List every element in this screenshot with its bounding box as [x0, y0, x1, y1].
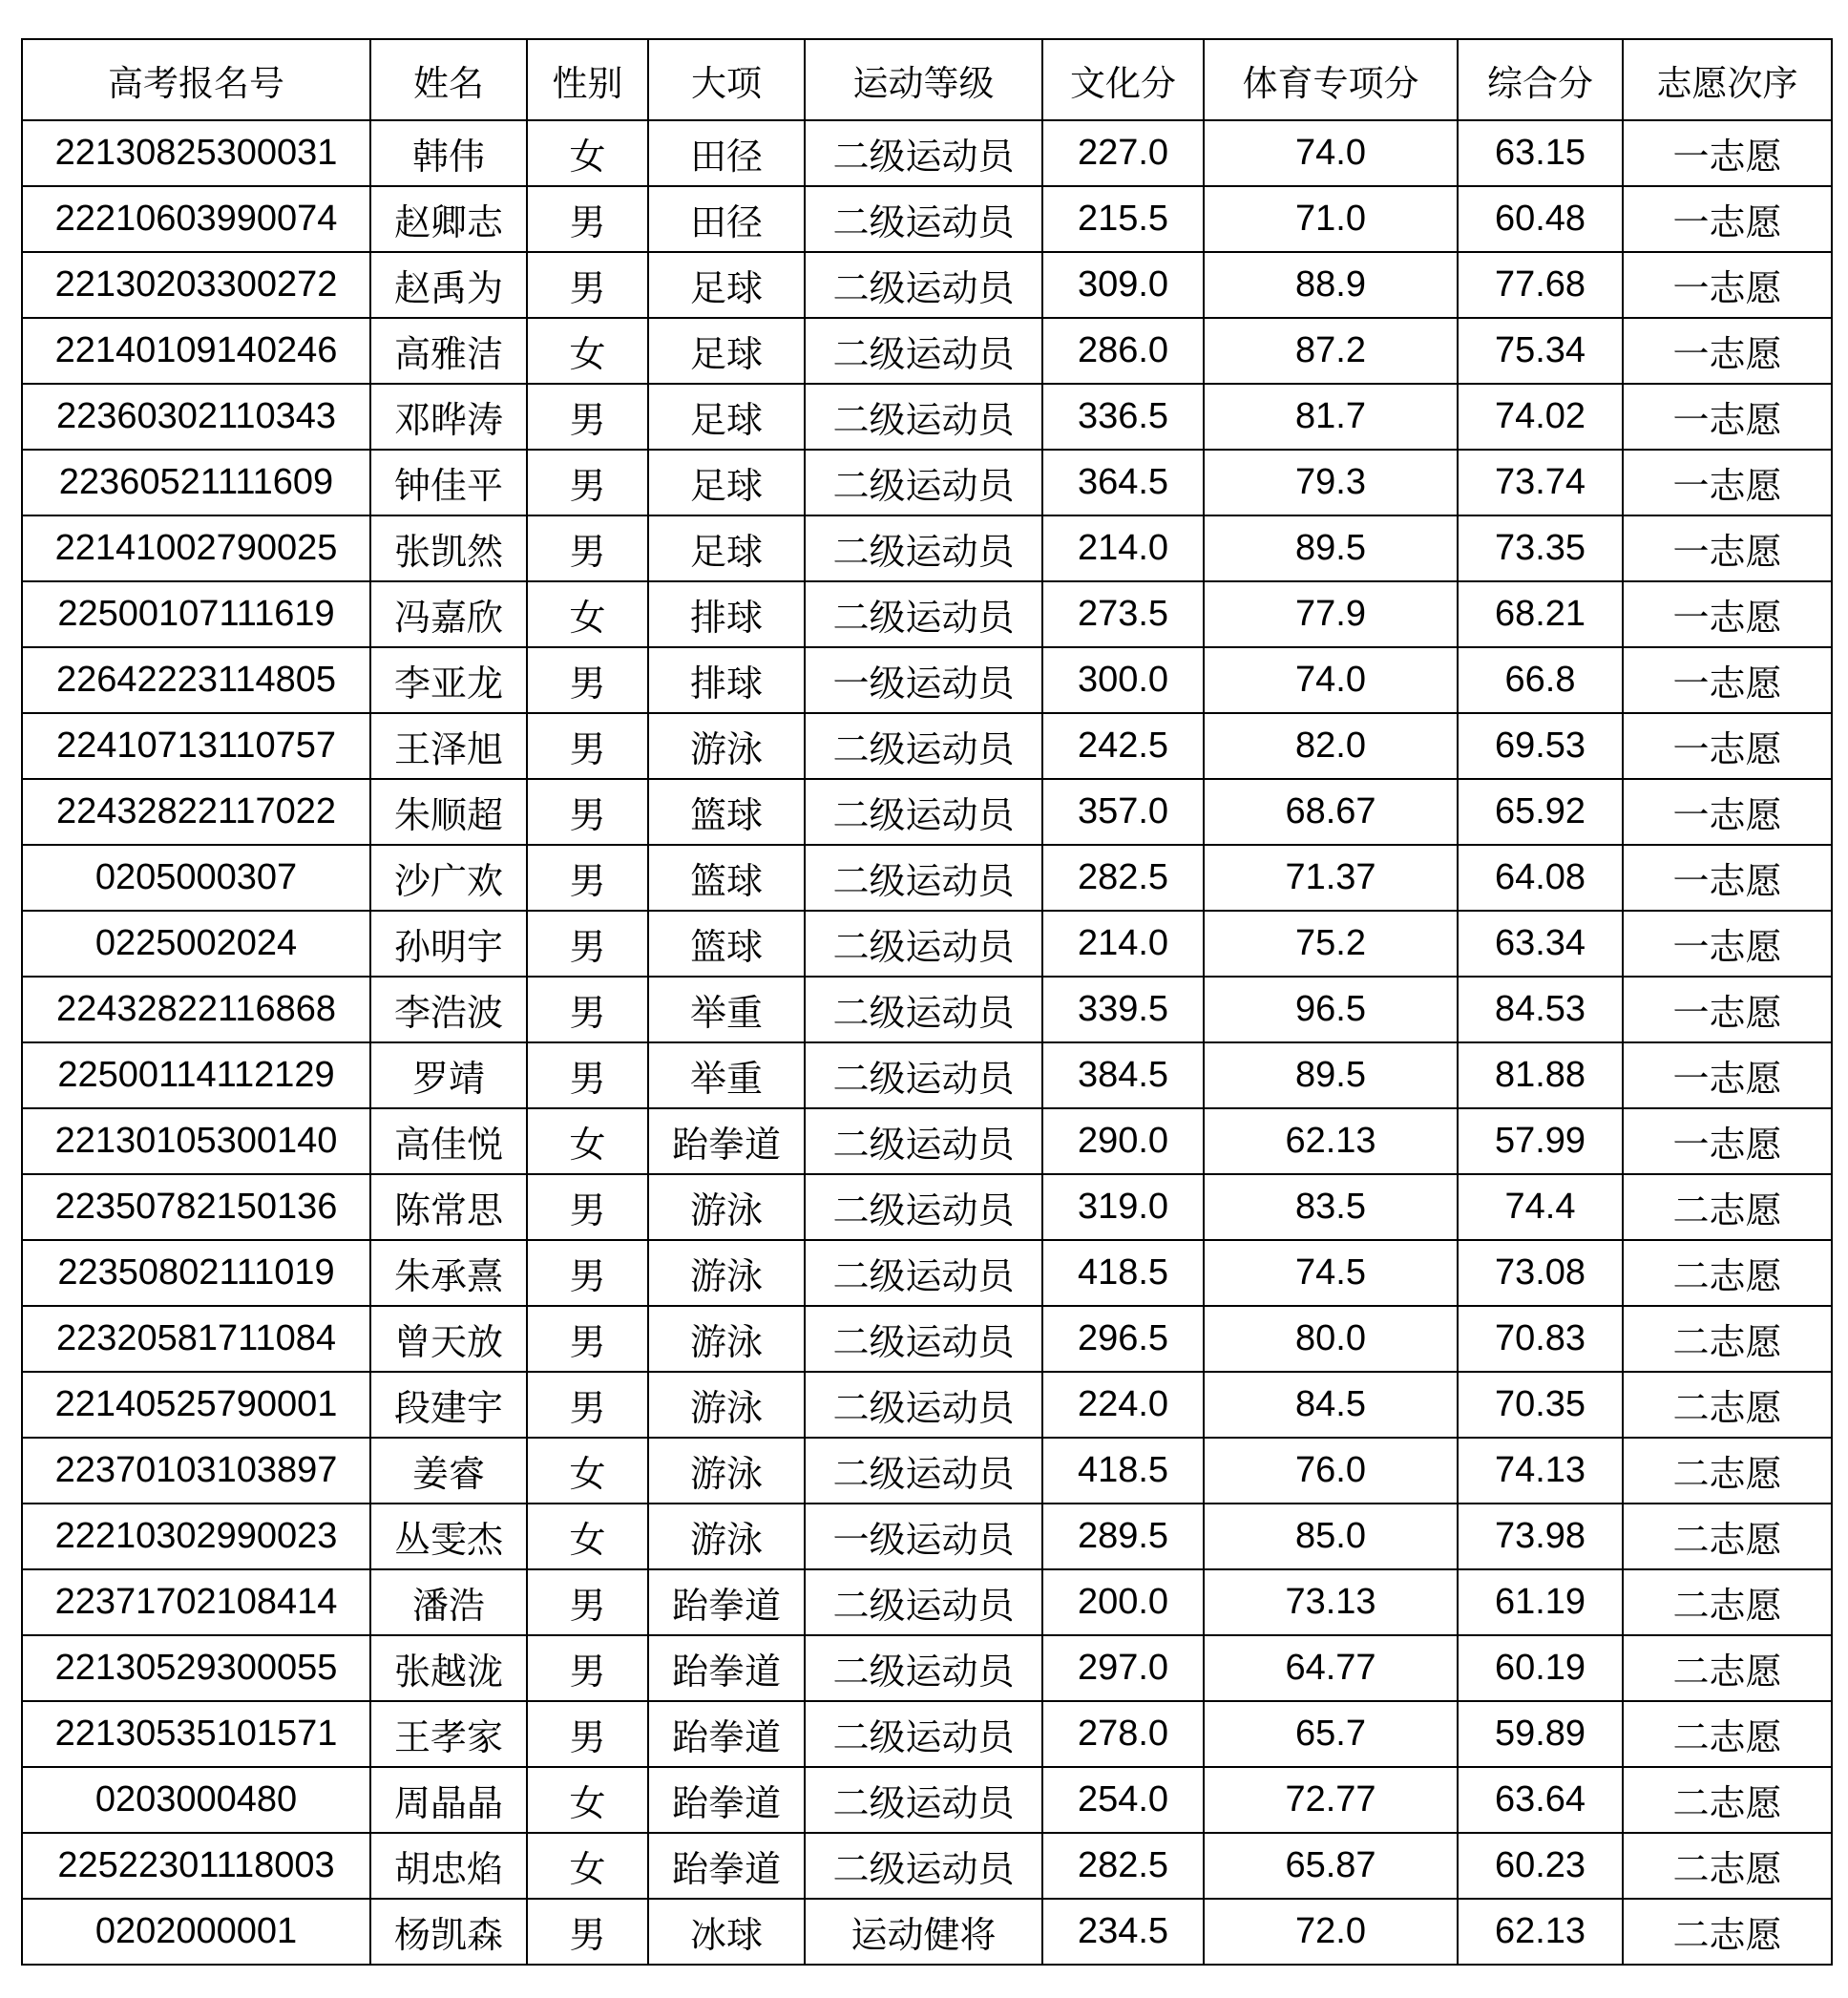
cell-academic-score: 319.0	[1042, 1174, 1204, 1240]
cell-sport-score: 83.5	[1204, 1174, 1458, 1240]
cell-sport-score: 81.7	[1204, 384, 1458, 450]
cell-name: 高雅洁	[370, 318, 527, 384]
cell-preference-order: 一志愿	[1623, 845, 1832, 911]
admission-table	[21, 38, 1833, 1966]
cell-academic-score: 384.5	[1042, 1042, 1204, 1108]
cell-gender: 女	[527, 1767, 648, 1833]
cell-sport-score: 88.9	[1204, 252, 1458, 318]
cell-composite-score: 62.13	[1458, 1899, 1623, 1965]
cell-exam-id: 0202000001	[22, 1899, 370, 1965]
table-row	[22, 1306, 1832, 1372]
cell-name: 曾天放	[370, 1306, 527, 1372]
cell-exam-id: 22410713110757	[22, 713, 370, 779]
cell-exam-id: 0203000480	[22, 1767, 370, 1833]
cell-exam-id: 22130529300055	[22, 1635, 370, 1701]
table-row	[22, 1767, 1832, 1833]
cell-athlete-level: 二级运动员	[805, 450, 1042, 515]
cell-gender: 女	[527, 581, 648, 647]
cell-preference-order: 一志愿	[1623, 713, 1832, 779]
cell-sport: 跆拳道	[648, 1108, 805, 1174]
cell-athlete-level: 二级运动员	[805, 1372, 1042, 1438]
cell-sport: 游泳	[648, 1240, 805, 1306]
cell-athlete-level: 二级运动员	[805, 581, 1042, 647]
cell-name: 陈常思	[370, 1174, 527, 1240]
cell-academic-score: 254.0	[1042, 1767, 1204, 1833]
cell-sport: 篮球	[648, 779, 805, 845]
table-row	[22, 318, 1832, 384]
cell-exam-id: 22500114112129	[22, 1042, 370, 1108]
cell-name: 钟佳平	[370, 450, 527, 515]
cell-sport: 游泳	[648, 1504, 805, 1569]
cell-gender: 男	[527, 977, 648, 1042]
cell-preference-order: 一志愿	[1623, 318, 1832, 384]
header-gender: 性别	[527, 39, 648, 120]
cell-academic-score: 214.0	[1042, 515, 1204, 581]
cell-athlete-level: 二级运动员	[805, 977, 1042, 1042]
cell-sport: 游泳	[648, 1372, 805, 1438]
table-row	[22, 845, 1832, 911]
cell-exam-id: 22130105300140	[22, 1108, 370, 1174]
cell-composite-score: 64.08	[1458, 845, 1623, 911]
cell-composite-score: 63.64	[1458, 1767, 1623, 1833]
cell-preference-order: 二志愿	[1623, 1833, 1832, 1899]
cell-exam-id: 22500107111619	[22, 581, 370, 647]
cell-athlete-level: 二级运动员	[805, 1174, 1042, 1240]
cell-sport-score: 84.5	[1204, 1372, 1458, 1438]
cell-gender: 女	[527, 1438, 648, 1504]
cell-sport-score: 74.0	[1204, 647, 1458, 713]
cell-composite-score: 74.4	[1458, 1174, 1623, 1240]
cell-preference-order: 一志愿	[1623, 384, 1832, 450]
cell-composite-score: 69.53	[1458, 713, 1623, 779]
cell-sport: 足球	[648, 450, 805, 515]
cell-sport-score: 75.2	[1204, 911, 1458, 977]
cell-academic-score: 300.0	[1042, 647, 1204, 713]
cell-sport-score: 89.5	[1204, 1042, 1458, 1108]
cell-name: 丛雯杰	[370, 1504, 527, 1569]
cell-gender: 女	[527, 1504, 648, 1569]
cell-athlete-level: 二级运动员	[805, 1108, 1042, 1174]
cell-athlete-level: 二级运动员	[805, 1701, 1042, 1767]
header-composite-score: 综合分	[1458, 39, 1623, 120]
cell-gender: 男	[527, 1635, 648, 1701]
table-row	[22, 977, 1832, 1042]
cell-academic-score: 357.0	[1042, 779, 1204, 845]
cell-academic-score: 234.5	[1042, 1899, 1204, 1965]
header-sport: 大项	[648, 39, 805, 120]
cell-sport: 田径	[648, 186, 805, 252]
table-row	[22, 647, 1832, 713]
cell-name: 沙广欢	[370, 845, 527, 911]
cell-exam-id: 22370103103897	[22, 1438, 370, 1504]
cell-sport-score: 74.0	[1204, 120, 1458, 186]
cell-exam-id: 22210302990023	[22, 1504, 370, 1569]
cell-sport-score: 72.0	[1204, 1899, 1458, 1965]
cell-composite-score: 63.34	[1458, 911, 1623, 977]
cell-sport: 篮球	[648, 911, 805, 977]
cell-sport: 游泳	[648, 1174, 805, 1240]
cell-exam-id: 22130825300031	[22, 120, 370, 186]
cell-sport-score: 72.77	[1204, 1767, 1458, 1833]
cell-preference-order: 二志愿	[1623, 1438, 1832, 1504]
cell-name: 邓晔涛	[370, 384, 527, 450]
cell-sport-score: 65.7	[1204, 1701, 1458, 1767]
cell-name: 张凯然	[370, 515, 527, 581]
cell-name: 王孝家	[370, 1701, 527, 1767]
cell-gender: 男	[527, 252, 648, 318]
cell-name: 姜睿	[370, 1438, 527, 1504]
cell-athlete-level: 二级运动员	[805, 845, 1042, 911]
cell-composite-score: 60.23	[1458, 1833, 1623, 1899]
cell-gender: 男	[527, 1569, 648, 1635]
cell-sport: 跆拳道	[648, 1833, 805, 1899]
cell-athlete-level: 一级运动员	[805, 647, 1042, 713]
cell-athlete-level: 二级运动员	[805, 1635, 1042, 1701]
cell-sport-score: 77.9	[1204, 581, 1458, 647]
cell-exam-id: 22360521111609	[22, 450, 370, 515]
cell-preference-order: 一志愿	[1623, 1042, 1832, 1108]
cell-gender: 女	[527, 120, 648, 186]
cell-sport: 冰球	[648, 1899, 805, 1965]
cell-preference-order: 一志愿	[1623, 581, 1832, 647]
cell-sport-score: 79.3	[1204, 450, 1458, 515]
cell-academic-score: 200.0	[1042, 1569, 1204, 1635]
cell-gender: 男	[527, 1174, 648, 1240]
cell-athlete-level: 二级运动员	[805, 1767, 1042, 1833]
cell-exam-id: 22371702108414	[22, 1569, 370, 1635]
cell-gender: 男	[527, 911, 648, 977]
cell-athlete-level: 二级运动员	[805, 515, 1042, 581]
cell-exam-id: 22360302110343	[22, 384, 370, 450]
table-row	[22, 515, 1832, 581]
cell-academic-score: 242.5	[1042, 713, 1204, 779]
cell-exam-id: 22642223114805	[22, 647, 370, 713]
cell-sport-score: 80.0	[1204, 1306, 1458, 1372]
cell-composite-score: 60.48	[1458, 186, 1623, 252]
table-row	[22, 581, 1832, 647]
cell-name: 朱顺超	[370, 779, 527, 845]
cell-athlete-level: 二级运动员	[805, 1438, 1042, 1504]
cell-composite-score: 65.92	[1458, 779, 1623, 845]
cell-name: 李浩波	[370, 977, 527, 1042]
cell-name: 高佳悦	[370, 1108, 527, 1174]
cell-name: 赵禹为	[370, 252, 527, 318]
table-row	[22, 1174, 1832, 1240]
cell-preference-order: 二志愿	[1623, 1306, 1832, 1372]
cell-composite-score: 73.35	[1458, 515, 1623, 581]
cell-academic-score: 297.0	[1042, 1635, 1204, 1701]
header-sport-score: 体育专项分	[1204, 39, 1458, 120]
cell-name: 韩伟	[370, 120, 527, 186]
cell-composite-score: 73.74	[1458, 450, 1623, 515]
cell-athlete-level: 二级运动员	[805, 252, 1042, 318]
cell-academic-score: 290.0	[1042, 1108, 1204, 1174]
cell-exam-id: 22522301118003	[22, 1833, 370, 1899]
cell-preference-order: 二志愿	[1623, 1174, 1832, 1240]
table-row	[22, 1701, 1832, 1767]
cell-composite-score: 81.88	[1458, 1042, 1623, 1108]
cell-composite-score: 75.34	[1458, 318, 1623, 384]
cell-preference-order: 一志愿	[1623, 252, 1832, 318]
cell-athlete-level: 二级运动员	[805, 1833, 1042, 1899]
table-row	[22, 384, 1832, 450]
cell-athlete-level: 二级运动员	[805, 1042, 1042, 1108]
cell-exam-id: 22210603990074	[22, 186, 370, 252]
cell-sport: 排球	[648, 581, 805, 647]
cell-academic-score: 418.5	[1042, 1240, 1204, 1306]
header-exam-id: 高考报名号	[22, 39, 370, 120]
cell-academic-score: 286.0	[1042, 318, 1204, 384]
cell-preference-order: 二志愿	[1623, 1635, 1832, 1701]
cell-name: 朱承熹	[370, 1240, 527, 1306]
cell-academic-score: 215.5	[1042, 186, 1204, 252]
table-row	[22, 186, 1832, 252]
cell-sport-score: 96.5	[1204, 977, 1458, 1042]
cell-preference-order: 二志愿	[1623, 1899, 1832, 1965]
cell-sport-score: 64.77	[1204, 1635, 1458, 1701]
table-row	[22, 1635, 1832, 1701]
cell-sport: 游泳	[648, 1306, 805, 1372]
cell-academic-score: 289.5	[1042, 1504, 1204, 1569]
table-row	[22, 1372, 1832, 1438]
cell-composite-score: 70.83	[1458, 1306, 1623, 1372]
cell-gender: 男	[527, 1306, 648, 1372]
table-row	[22, 450, 1832, 515]
cell-exam-id: 22140525790001	[22, 1372, 370, 1438]
cell-academic-score: 273.5	[1042, 581, 1204, 647]
cell-exam-id: 22432822116868	[22, 977, 370, 1042]
header-row	[22, 39, 1832, 120]
cell-athlete-level: 二级运动员	[805, 1306, 1042, 1372]
cell-name: 张越泷	[370, 1635, 527, 1701]
cell-preference-order: 一志愿	[1623, 450, 1832, 515]
cell-preference-order: 二志愿	[1623, 1372, 1832, 1438]
cell-athlete-level: 一级运动员	[805, 1504, 1042, 1569]
cell-preference-order: 二志愿	[1623, 1767, 1832, 1833]
cell-composite-score: 57.99	[1458, 1108, 1623, 1174]
cell-preference-order: 一志愿	[1623, 1108, 1832, 1174]
cell-athlete-level: 二级运动员	[805, 911, 1042, 977]
header-athlete-level: 运动等级	[805, 39, 1042, 120]
cell-composite-score: 66.8	[1458, 647, 1623, 713]
header-academic-score: 文化分	[1042, 39, 1204, 120]
cell-preference-order: 一志愿	[1623, 120, 1832, 186]
cell-athlete-level: 二级运动员	[805, 1240, 1042, 1306]
table-row	[22, 1833, 1832, 1899]
cell-academic-score: 278.0	[1042, 1701, 1204, 1767]
cell-sport-score: 89.5	[1204, 515, 1458, 581]
cell-sport: 足球	[648, 252, 805, 318]
cell-preference-order: 二志愿	[1623, 1240, 1832, 1306]
cell-exam-id: 0225002024	[22, 911, 370, 977]
cell-preference-order: 一志愿	[1623, 647, 1832, 713]
cell-gender: 男	[527, 1701, 648, 1767]
cell-athlete-level: 二级运动员	[805, 713, 1042, 779]
header-preference-order: 志愿次序	[1623, 39, 1832, 120]
table-row	[22, 713, 1832, 779]
cell-gender: 男	[527, 1042, 648, 1108]
cell-sport: 跆拳道	[648, 1635, 805, 1701]
cell-gender: 男	[527, 713, 648, 779]
cell-gender: 男	[527, 1240, 648, 1306]
cell-sport: 举重	[648, 977, 805, 1042]
cell-sport: 足球	[648, 384, 805, 450]
cell-preference-order: 一志愿	[1623, 779, 1832, 845]
table-row	[22, 779, 1832, 845]
cell-composite-score: 68.21	[1458, 581, 1623, 647]
cell-preference-order: 一志愿	[1623, 977, 1832, 1042]
cell-academic-score: 282.5	[1042, 1833, 1204, 1899]
cell-gender: 女	[527, 1108, 648, 1174]
cell-gender: 女	[527, 1833, 648, 1899]
cell-composite-score: 61.19	[1458, 1569, 1623, 1635]
cell-athlete-level: 二级运动员	[805, 120, 1042, 186]
table-row	[22, 1899, 1832, 1965]
cell-preference-order: 二志愿	[1623, 1504, 1832, 1569]
table-row	[22, 1240, 1832, 1306]
cell-exam-id: 22350782150136	[22, 1174, 370, 1240]
cell-academic-score: 227.0	[1042, 120, 1204, 186]
cell-name: 孙明宇	[370, 911, 527, 977]
cell-sport: 足球	[648, 515, 805, 581]
cell-name: 王泽旭	[370, 713, 527, 779]
cell-exam-id: 22320581711084	[22, 1306, 370, 1372]
cell-name: 周晶晶	[370, 1767, 527, 1833]
cell-name: 潘浩	[370, 1569, 527, 1635]
cell-composite-score: 77.68	[1458, 252, 1623, 318]
cell-sport-score: 74.5	[1204, 1240, 1458, 1306]
cell-preference-order: 一志愿	[1623, 515, 1832, 581]
cell-composite-score: 63.15	[1458, 120, 1623, 186]
cell-exam-id: 22130535101571	[22, 1701, 370, 1767]
cell-gender: 女	[527, 318, 648, 384]
cell-name: 赵卿志	[370, 186, 527, 252]
table-row	[22, 911, 1832, 977]
cell-sport-score: 65.87	[1204, 1833, 1458, 1899]
cell-sport-score: 68.67	[1204, 779, 1458, 845]
cell-sport: 跆拳道	[648, 1569, 805, 1635]
cell-exam-id: 0205000307	[22, 845, 370, 911]
cell-sport-score: 76.0	[1204, 1438, 1458, 1504]
cell-name: 段建宇	[370, 1372, 527, 1438]
cell-athlete-level: 二级运动员	[805, 384, 1042, 450]
table-row	[22, 120, 1832, 186]
header-name: 姓名	[370, 39, 527, 120]
cell-name: 冯嘉欣	[370, 581, 527, 647]
cell-sport: 篮球	[648, 845, 805, 911]
cell-exam-id: 22130203300272	[22, 252, 370, 318]
cell-athlete-level: 二级运动员	[805, 1569, 1042, 1635]
cell-composite-score: 73.98	[1458, 1504, 1623, 1569]
cell-academic-score: 214.0	[1042, 911, 1204, 977]
cell-composite-score: 74.02	[1458, 384, 1623, 450]
cell-name: 胡忠焰	[370, 1833, 527, 1899]
cell-preference-order: 二志愿	[1623, 1569, 1832, 1635]
cell-composite-score: 59.89	[1458, 1701, 1623, 1767]
cell-composite-score: 60.19	[1458, 1635, 1623, 1701]
cell-athlete-level: 二级运动员	[805, 318, 1042, 384]
cell-academic-score: 364.5	[1042, 450, 1204, 515]
cell-sport: 跆拳道	[648, 1767, 805, 1833]
cell-academic-score: 336.5	[1042, 384, 1204, 450]
cell-sport-score: 62.13	[1204, 1108, 1458, 1174]
cell-preference-order: 一志愿	[1623, 186, 1832, 252]
cell-sport-score: 85.0	[1204, 1504, 1458, 1569]
cell-athlete-level: 二级运动员	[805, 779, 1042, 845]
cell-gender: 男	[527, 384, 648, 450]
cell-athlete-level: 运动健将	[805, 1899, 1042, 1965]
cell-composite-score: 84.53	[1458, 977, 1623, 1042]
cell-exam-id: 22141002790025	[22, 515, 370, 581]
cell-sport-score: 82.0	[1204, 713, 1458, 779]
cell-sport: 排球	[648, 647, 805, 713]
cell-gender: 男	[527, 515, 648, 581]
cell-exam-id: 22432822117022	[22, 779, 370, 845]
cell-gender: 男	[527, 1899, 648, 1965]
cell-composite-score: 74.13	[1458, 1438, 1623, 1504]
table-row	[22, 1438, 1832, 1504]
cell-sport: 足球	[648, 318, 805, 384]
cell-gender: 男	[527, 647, 648, 713]
cell-academic-score: 339.5	[1042, 977, 1204, 1042]
cell-composite-score: 70.35	[1458, 1372, 1623, 1438]
cell-gender: 男	[527, 186, 648, 252]
cell-name: 杨凯森	[370, 1899, 527, 1965]
cell-academic-score: 224.0	[1042, 1372, 1204, 1438]
cell-sport: 游泳	[648, 713, 805, 779]
cell-gender: 男	[527, 845, 648, 911]
cell-academic-score: 282.5	[1042, 845, 1204, 911]
cell-academic-score: 296.5	[1042, 1306, 1204, 1372]
cell-exam-id: 22140109140246	[22, 318, 370, 384]
cell-academic-score: 418.5	[1042, 1438, 1204, 1504]
cell-exam-id: 22350802111019	[22, 1240, 370, 1306]
cell-sport: 举重	[648, 1042, 805, 1108]
cell-sport-score: 73.13	[1204, 1569, 1458, 1635]
cell-sport-score: 71.0	[1204, 186, 1458, 252]
cell-name: 李亚龙	[370, 647, 527, 713]
table-row	[22, 1042, 1832, 1108]
table-body	[22, 120, 1832, 1965]
cell-composite-score: 73.08	[1458, 1240, 1623, 1306]
cell-preference-order: 二志愿	[1623, 1701, 1832, 1767]
cell-sport-score: 87.2	[1204, 318, 1458, 384]
cell-academic-score: 309.0	[1042, 252, 1204, 318]
table-row	[22, 1108, 1832, 1174]
cell-athlete-level: 二级运动员	[805, 186, 1042, 252]
cell-sport: 跆拳道	[648, 1701, 805, 1767]
cell-preference-order: 一志愿	[1623, 911, 1832, 977]
cell-gender: 男	[527, 450, 648, 515]
table-row	[22, 1504, 1832, 1569]
cell-name: 罗靖	[370, 1042, 527, 1108]
cell-sport: 游泳	[648, 1438, 805, 1504]
cell-gender: 男	[527, 1372, 648, 1438]
table-row	[22, 1569, 1832, 1635]
table-row	[22, 252, 1832, 318]
cell-gender: 男	[527, 779, 648, 845]
cell-sport: 田径	[648, 120, 805, 186]
cell-sport-score: 71.37	[1204, 845, 1458, 911]
